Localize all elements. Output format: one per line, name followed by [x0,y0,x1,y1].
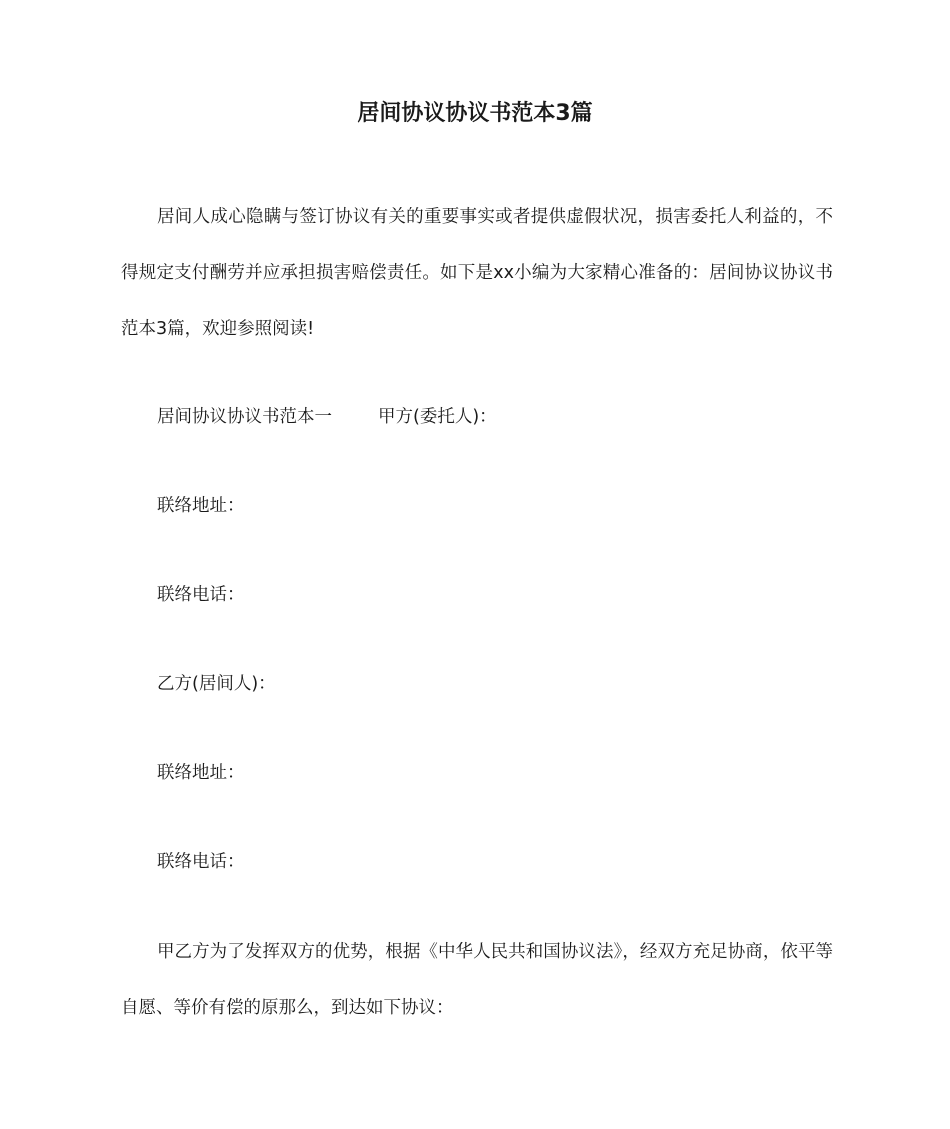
party-b-phone-label: 联络电话： [157,852,245,872]
party-a-phone-label: 联络电话： [157,585,245,605]
party-b-label: 乙方(居间人)： [157,674,276,694]
party-a-label: 甲方(委托人)： [378,407,497,427]
agreement-paragraph: 甲乙方为了发挥双方的优势，根据《中华人民共和国协议法》，经双方充足协商，依平等自愿、等价有偿的原那么，到达如下协议： [121,942,833,1018]
party-b-address-label: 联络地址： [157,763,245,783]
party-a-address-label: 联络地址： [157,496,245,516]
section-heading-line [157,402,497,432]
section-heading: 居间协议协议书范本一 [157,407,332,427]
intro-paragraph: 居间人成心隐瞒与签订协议有关的重要事实或者提供虚假状况，损害委托人利益的，不得规定支付酬劳并应承担损害赔偿责任。如下是xx小编为大家精心准备的：居间协议协议书范本3篇，欢迎参照阅读! [121,207,833,339]
document-title: 居间协议协议书范本3篇 [357,101,593,126]
